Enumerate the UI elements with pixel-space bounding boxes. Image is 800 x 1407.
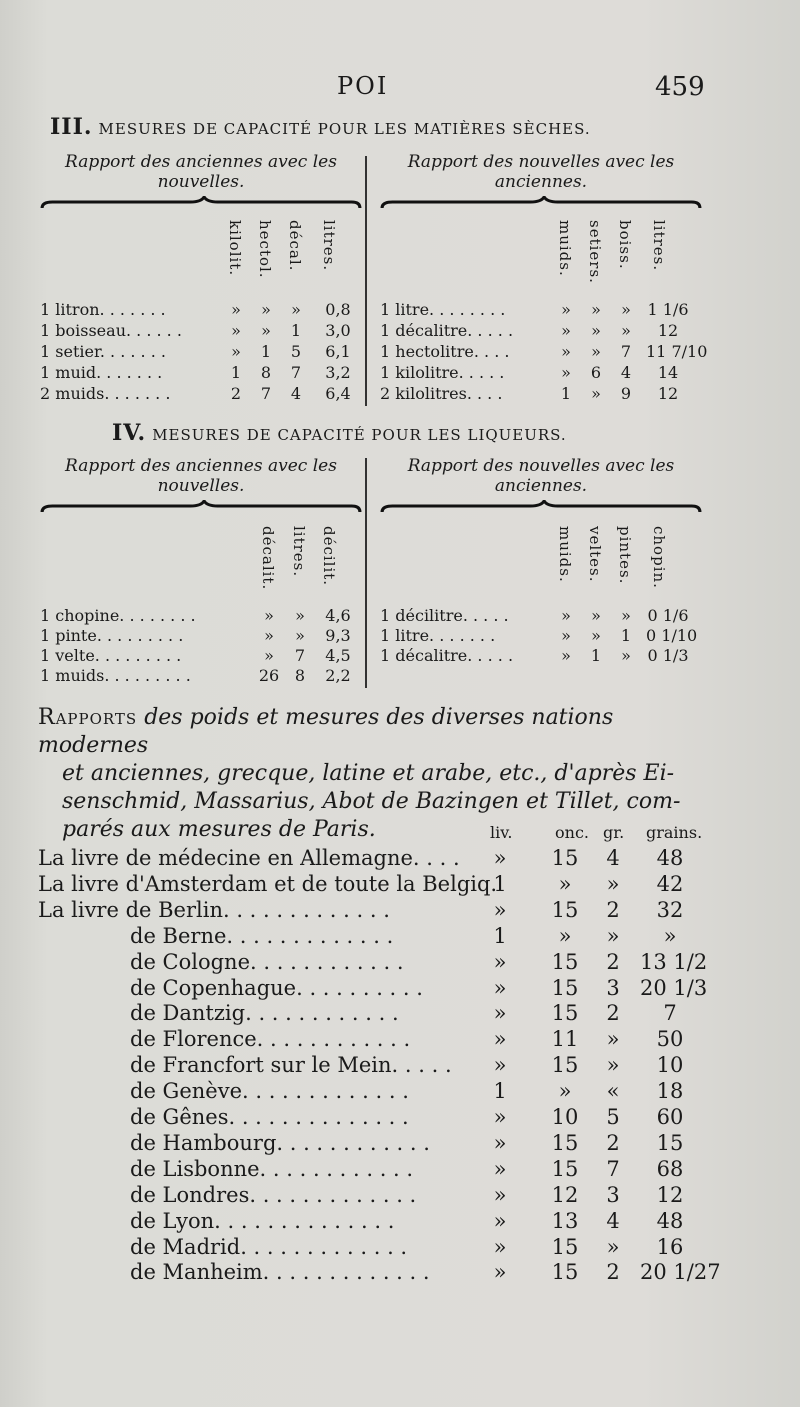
table-row bbox=[380, 342, 708, 363]
cell-value: 12 bbox=[551, 1182, 579, 1207]
cell-value: » bbox=[591, 342, 601, 361]
cell-value: 12 bbox=[657, 384, 679, 403]
cell-value: 68 bbox=[656, 1156, 684, 1181]
section-4-left-heading: Rapport des anciennes avec les nouvelles. bbox=[65, 456, 337, 496]
table-row bbox=[38, 1260, 721, 1286]
cell-value: 0 1/6 bbox=[647, 606, 689, 625]
row-label: de Copenhague. . . . . . . . . . bbox=[130, 975, 423, 1000]
cell-value: 7 bbox=[290, 363, 302, 382]
cell-value: 1 bbox=[493, 923, 507, 948]
row-label: 1 velte. . . . . . . . . bbox=[40, 646, 182, 665]
cell-value: 1 bbox=[493, 1079, 507, 1104]
row-label: 1 boisseau. . . . . . bbox=[40, 321, 182, 340]
cell-value: » bbox=[493, 846, 507, 870]
cell-value: » bbox=[493, 1182, 507, 1207]
section-3-right-heading: Rapport des nouvelles avec les anciennes. bbox=[407, 152, 675, 192]
cell-value: 32 bbox=[656, 897, 684, 922]
row-label: de Francfort sur le Mein. . . . . bbox=[130, 1053, 452, 1078]
cell-value: 2 bbox=[230, 384, 242, 403]
cell-value: » bbox=[606, 1027, 620, 1052]
table-row bbox=[40, 606, 362, 627]
row-label: La livre de médecine en Allemagne. . . . bbox=[38, 846, 460, 870]
brace-icon bbox=[380, 196, 702, 210]
cell-value: 7 bbox=[663, 1001, 677, 1026]
cell-value: » bbox=[606, 923, 620, 948]
cell-value: 26 bbox=[258, 666, 280, 685]
cell-value: 3 bbox=[606, 975, 620, 1000]
cell-value: 14 bbox=[657, 363, 679, 382]
cell-value: 15 bbox=[551, 975, 579, 1000]
rapports-line-4: parés aux mesures de Paris. bbox=[62, 817, 376, 842]
cell-value: 13 bbox=[551, 1208, 579, 1233]
cell-value: 20 1/3 bbox=[640, 975, 708, 1000]
table-row bbox=[38, 1209, 718, 1235]
cell-value: 1 bbox=[560, 384, 572, 403]
cell-value: » bbox=[493, 1208, 507, 1233]
cell-value: » bbox=[621, 300, 631, 319]
cell-value: 15 bbox=[551, 897, 579, 922]
cell-value: 20 1/27 bbox=[640, 1260, 721, 1285]
column-header: veltes. bbox=[586, 526, 604, 583]
row-label: de Manheim. . . . . . . . . . . . . bbox=[130, 1260, 430, 1285]
cell-value: » bbox=[493, 1105, 507, 1129]
cell-value: 11 bbox=[551, 1027, 579, 1052]
table-row bbox=[38, 1105, 718, 1131]
cell-value: 1 bbox=[590, 646, 602, 665]
cell-value: » bbox=[606, 871, 620, 896]
brace-icon bbox=[40, 196, 362, 210]
cell-value: 16 bbox=[656, 1234, 684, 1259]
rapports-line-3: senschmid, Massarius, Abot de Bazingen et Tillet, com- bbox=[62, 789, 681, 814]
cell-value: » bbox=[493, 1260, 507, 1285]
cell-value: » bbox=[558, 1079, 572, 1104]
cell-value: » bbox=[493, 949, 507, 974]
table-row bbox=[38, 976, 718, 1002]
cell-value: » bbox=[558, 871, 572, 896]
section-3-number: III. bbox=[50, 114, 93, 140]
brace-icon bbox=[380, 500, 702, 514]
column-header: pintes. bbox=[616, 526, 634, 585]
column-header: kilolit. bbox=[226, 220, 244, 277]
section-4-left-table bbox=[40, 456, 362, 691]
cell-value: » bbox=[261, 321, 271, 340]
cell-value: » bbox=[606, 1053, 620, 1078]
page-number: 459 bbox=[655, 72, 705, 102]
table-row bbox=[40, 300, 362, 321]
column-header: liv. bbox=[490, 823, 513, 842]
cell-value: » bbox=[621, 321, 631, 340]
column-header: hectol. bbox=[256, 220, 274, 279]
cell-value: » bbox=[561, 626, 571, 645]
cell-value: » bbox=[493, 975, 507, 1000]
section-4-right-heading: Rapport des nouvelles avec les anciennes. bbox=[407, 456, 675, 496]
cell-value: » bbox=[591, 384, 601, 403]
cell-value: 9 bbox=[620, 384, 632, 403]
cell-value: 18 bbox=[656, 1079, 684, 1104]
cell-value: 2 bbox=[606, 949, 620, 974]
cell-value: » bbox=[558, 923, 572, 948]
cell-value: 9,3 bbox=[325, 626, 351, 645]
cell-value: » bbox=[561, 300, 571, 319]
cell-value: 1 1/6 bbox=[647, 300, 689, 319]
cell-value: 11 7/10 bbox=[646, 342, 708, 361]
row-label: 1 litre. . . . . . . . bbox=[380, 300, 506, 319]
cell-value: » bbox=[663, 923, 677, 948]
table-row bbox=[38, 1079, 718, 1105]
cell-value: » bbox=[591, 300, 601, 319]
table-row bbox=[40, 626, 362, 647]
cell-value: » bbox=[493, 897, 507, 922]
table-row bbox=[380, 626, 702, 647]
column-header: muids. bbox=[556, 526, 574, 583]
row-label: de Madrid. . . . . . . . . . . . . bbox=[130, 1234, 408, 1259]
cell-value: 48 bbox=[656, 846, 684, 870]
cell-value: » bbox=[264, 626, 274, 645]
row-label: 1 décalitre. . . . . bbox=[380, 646, 514, 665]
cell-value: 2 bbox=[606, 1260, 620, 1285]
cell-value: 15 bbox=[551, 1053, 579, 1078]
cell-value: 15 bbox=[551, 1001, 579, 1026]
column-header: gr. bbox=[603, 823, 625, 842]
cell-value: 7 bbox=[260, 384, 272, 403]
row-label: 1 chopine. . . . . . . . bbox=[40, 606, 196, 625]
table-row bbox=[38, 1001, 718, 1027]
cell-value: » bbox=[493, 1130, 507, 1155]
cell-value: » bbox=[264, 606, 274, 625]
cell-value: 2 bbox=[606, 1001, 620, 1026]
cell-value: » bbox=[591, 626, 601, 645]
table-row bbox=[40, 321, 362, 342]
table-row bbox=[38, 924, 718, 950]
cell-value: » bbox=[493, 1001, 507, 1026]
cell-value: » bbox=[561, 646, 571, 665]
row-label: La livre de Berlin. . . . . . . . . . . . . bbox=[38, 897, 390, 922]
cell-value: 15 bbox=[551, 949, 579, 974]
cell-value: » bbox=[264, 646, 274, 665]
section-3-left-table bbox=[40, 152, 362, 412]
cell-value: « bbox=[606, 1079, 620, 1104]
cell-value: » bbox=[561, 342, 571, 361]
cell-value: » bbox=[591, 321, 601, 340]
row-label: 1 hectolitre. . . . bbox=[380, 342, 510, 361]
table-row bbox=[40, 363, 362, 384]
cell-value: 12 bbox=[656, 1182, 684, 1207]
row-label: 1 litron. . . . . . . bbox=[40, 300, 166, 319]
table-row bbox=[380, 606, 702, 627]
row-label: de Hambourg. . . . . . . . . . . . bbox=[130, 1130, 430, 1155]
column-divider bbox=[365, 156, 367, 406]
cell-value: » bbox=[231, 321, 241, 340]
cell-value: » bbox=[493, 1234, 507, 1259]
cell-value: » bbox=[231, 342, 241, 361]
table-row bbox=[380, 384, 702, 405]
row-label: de Florence. . . . . . . . . . . . bbox=[130, 1027, 411, 1052]
row-label: de Dantzig. . . . . . . . . . . . bbox=[130, 1001, 399, 1026]
cell-value: » bbox=[621, 646, 631, 665]
row-label: de Berne. . . . . . . . . . . . . bbox=[130, 923, 394, 948]
table-row bbox=[40, 646, 362, 667]
table-row bbox=[38, 898, 718, 924]
table-row bbox=[40, 384, 362, 405]
row-label: de Gênes. . . . . . . . . . . . . . bbox=[130, 1105, 409, 1129]
column-divider bbox=[365, 458, 367, 688]
cell-value: 15 bbox=[551, 1260, 579, 1285]
table-row bbox=[380, 300, 702, 321]
cell-value: 15 bbox=[656, 1130, 684, 1155]
cell-value: 8 bbox=[294, 666, 306, 685]
cell-value: 3,0 bbox=[325, 321, 351, 340]
cell-value: » bbox=[261, 300, 271, 319]
cell-value: 48 bbox=[656, 1208, 684, 1233]
cell-value: 2,2 bbox=[325, 666, 351, 685]
cell-value: 3,2 bbox=[325, 363, 351, 382]
row-label: 1 pinte. . . . . . . . . bbox=[40, 626, 184, 645]
row-label: 2 kilolitres. . . . bbox=[380, 384, 503, 403]
cell-value: 0 1/3 bbox=[647, 646, 689, 665]
cell-value: » bbox=[493, 1156, 507, 1181]
cell-value: 13 1/2 bbox=[640, 949, 708, 974]
column-header: décilit. bbox=[320, 526, 338, 587]
row-label: La livre d'Amsterdam et de toute la Belgiq. bbox=[38, 871, 498, 896]
cell-value: » bbox=[291, 300, 301, 319]
cell-value: 1 bbox=[260, 342, 272, 361]
cell-value: 7 bbox=[606, 1156, 620, 1181]
cell-value: 10 bbox=[656, 1053, 684, 1078]
cell-value: 4 bbox=[290, 384, 302, 403]
column-header: décalit. bbox=[259, 526, 277, 591]
row-label: 1 décilitre. . . . . bbox=[380, 606, 509, 625]
cell-value: 4,6 bbox=[325, 606, 351, 625]
cell-value: 6 bbox=[590, 363, 602, 382]
cell-value: » bbox=[295, 626, 305, 645]
cell-value: 8 bbox=[260, 363, 272, 382]
cell-value: 10 bbox=[551, 1105, 579, 1129]
column-header: onc. bbox=[555, 823, 589, 842]
column-header: setiers. bbox=[586, 220, 604, 284]
cell-value: » bbox=[621, 606, 631, 625]
column-header: décal. bbox=[286, 220, 304, 272]
cell-value: 15 bbox=[551, 1156, 579, 1181]
cell-value: 5 bbox=[606, 1105, 620, 1129]
section-4-title: MESURES DE CAPACITÉ POUR LES LIQUEURS. bbox=[152, 426, 567, 444]
cell-value: 1 bbox=[230, 363, 242, 382]
table-row bbox=[40, 342, 362, 363]
column-header: litres. bbox=[650, 220, 668, 272]
row-label: de Genève. . . . . . . . . . . . . bbox=[130, 1079, 409, 1104]
cell-value: 6,4 bbox=[325, 384, 351, 403]
cell-value: 3 bbox=[606, 1182, 620, 1207]
table-row bbox=[38, 950, 718, 976]
cell-value: » bbox=[493, 1053, 507, 1078]
cell-value: 2 bbox=[606, 897, 620, 922]
cell-value: 4,5 bbox=[325, 646, 351, 665]
cell-value: 15 bbox=[551, 846, 579, 870]
cell-value: 42 bbox=[656, 871, 684, 896]
running-header bbox=[0, 72, 800, 112]
rapports-line-1: des poids et mesures des diverses nations modernes bbox=[38, 705, 614, 758]
cell-value: 7 bbox=[620, 342, 632, 361]
cell-value: » bbox=[295, 606, 305, 625]
row-label: 1 muid. . . . . . . bbox=[40, 363, 163, 382]
cell-value: 4 bbox=[620, 363, 632, 382]
table-row bbox=[380, 321, 702, 342]
cell-value: 4 bbox=[606, 1208, 620, 1233]
cell-value: 50 bbox=[656, 1027, 684, 1052]
cell-value: 5 bbox=[290, 342, 302, 361]
cell-value: 15 bbox=[551, 1130, 579, 1155]
section-3-right-table bbox=[380, 152, 708, 412]
column-header: litres. bbox=[320, 220, 338, 272]
cell-value: 0,8 bbox=[325, 300, 351, 319]
section-4-number: IV. bbox=[112, 420, 147, 446]
cell-value: » bbox=[561, 606, 571, 625]
table-row bbox=[38, 872, 718, 898]
table-row bbox=[38, 1157, 718, 1183]
column-header: muids. bbox=[556, 220, 574, 277]
table-row bbox=[380, 646, 702, 667]
row-label: 1 kilolitre. . . . . bbox=[380, 363, 505, 382]
row-label: de Cologne. . . . . . . . . . . . bbox=[130, 949, 404, 974]
section-4-right-table bbox=[380, 456, 702, 691]
brace-icon bbox=[40, 500, 362, 514]
section-3-left-heading: Rapport des anciennes avec les nouvelles. bbox=[65, 152, 337, 192]
cell-value: 1 bbox=[493, 871, 507, 896]
row-label: 1 setier. . . . . . . bbox=[40, 342, 166, 361]
cell-value: 1 bbox=[620, 626, 632, 645]
column-header: boiss. bbox=[616, 220, 634, 270]
row-label: 1 litre. . . . . . . bbox=[380, 626, 496, 645]
rapports-lead: Rapports bbox=[38, 705, 138, 730]
cell-value: 60 bbox=[656, 1105, 684, 1129]
cell-value: 12 bbox=[657, 321, 679, 340]
cell-value: 4 bbox=[606, 846, 620, 870]
cell-value: 1 bbox=[290, 321, 302, 340]
cell-value: 2 bbox=[606, 1130, 620, 1155]
section-3-title: MESURES DE CAPACITÉ POUR LES MATIÈRES SÈCHES. bbox=[98, 120, 591, 138]
row-label: 2 muids. . . . . . . bbox=[40, 384, 171, 403]
cell-value: » bbox=[561, 321, 571, 340]
table-row bbox=[380, 363, 702, 384]
rapports-line-2: et anciennes, grecque, latine et arabe, etc., d'après Ei- bbox=[62, 761, 675, 786]
section-3-heading bbox=[50, 114, 591, 140]
table-row bbox=[38, 1235, 718, 1261]
page-title: POI bbox=[337, 72, 389, 100]
cell-value: » bbox=[231, 300, 241, 319]
cell-value: » bbox=[561, 363, 571, 382]
table-row bbox=[38, 1131, 718, 1157]
cell-value: » bbox=[493, 1027, 507, 1052]
row-label: 1 décalitre. . . . . bbox=[380, 321, 514, 340]
column-header: chopin. bbox=[650, 526, 668, 589]
table-row bbox=[38, 1027, 718, 1053]
row-label: de Lyon. . . . . . . . . . . . . . bbox=[130, 1208, 395, 1233]
cell-value: 7 bbox=[294, 646, 306, 665]
column-header: litres. bbox=[290, 526, 308, 578]
row-label: de Londres. . . . . . . . . . . . . bbox=[130, 1182, 417, 1207]
cell-value: 6,1 bbox=[325, 342, 351, 361]
cell-value: 0 1/10 bbox=[646, 626, 698, 645]
column-header: grains. bbox=[646, 823, 703, 842]
cell-value: » bbox=[606, 1234, 620, 1259]
section-4-heading bbox=[112, 420, 567, 446]
row-label: de Lisbonne. . . . . . . . . . . . bbox=[130, 1156, 414, 1181]
table-row bbox=[40, 666, 362, 687]
table-row bbox=[38, 1183, 718, 1209]
table-row bbox=[38, 1053, 718, 1079]
cell-value: 15 bbox=[551, 1234, 579, 1259]
row-label: 1 muids. . . . . . . . . bbox=[40, 666, 191, 685]
cell-value: » bbox=[591, 606, 601, 625]
table-row bbox=[38, 846, 718, 872]
